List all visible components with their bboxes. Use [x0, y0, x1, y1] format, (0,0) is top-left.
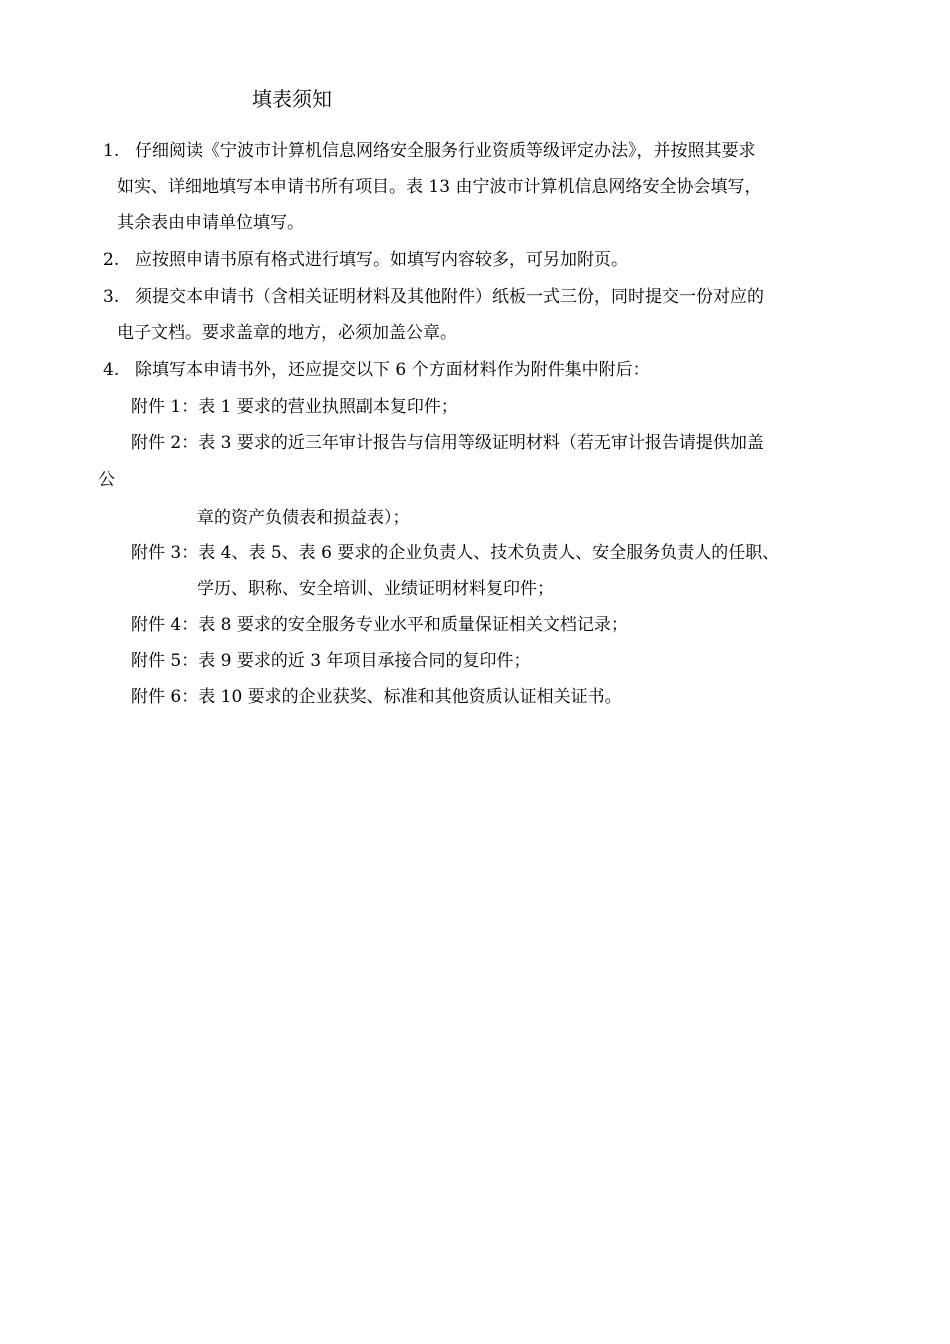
item-3-line-2: 电子文档。要求盖章的地方，必须加盖公章。 — [117, 323, 457, 343]
attachment-1-line-1: 附件 1：表 1 要求的营业执照副本复印件； — [131, 397, 458, 417]
item-1-line-2: 如实、详细地填写本申请书所有项目。表 13 由宁波市计算机信息网络安全协会填写， — [117, 177, 762, 197]
attachment-3-line-2: 学历、职称、安全培训、业绩证明材料复印件； — [197, 579, 554, 599]
attachment-4-line-1: 附件 4：表 8 要求的安全服务专业水平和质量保证相关文档记录； — [131, 615, 628, 635]
attachment-5-line-1: 附件 5：表 9 要求的近 3 年项目承接合同的复印件； — [131, 651, 531, 671]
item-3-line-1: 须提交本申请书（含相关证明材料及其他附件）纸板一式三份，同时提交一份对应的 — [135, 287, 764, 307]
item-1-line-3: 其余表由申请单位填写。 — [117, 213, 304, 233]
item-2-line-1: 应按照申请书原有格式进行填写。如填写内容较多，可另加附页。 — [135, 250, 628, 270]
attachment-6-line-1: 附件 6：表 10 要求的企业获奖、标准和其他资质认证相关证书。 — [131, 687, 622, 707]
item-1-number: 1. — [103, 141, 120, 161]
item-4-number: 4. — [103, 360, 120, 380]
attachment-2-line-1: 附件 2：表 3 要求的近三年审计报告与信用等级证明材料（若无审计报告请提供加盖 — [131, 433, 764, 453]
item-3-number: 3. — [103, 287, 120, 307]
attachment-2-line-2: 公 — [98, 470, 115, 490]
item-4-line-1: 除填写本申请书外，还应提交以下 6 个方面材料作为附件集中附后： — [135, 360, 650, 380]
attachment-3-line-1: 附件 3：表 4、表 5、表 6 要求的企业负责人、技术负责人、安全服务负责人的任职、 — [131, 543, 780, 563]
item-2-number: 2. — [103, 250, 120, 270]
attachment-2-line-3: 章的资产负债表和损益表）； — [197, 508, 410, 528]
item-1-line-1: 仔细阅读《宁波市计算机信息网络安全服务行业资质等级评定办法》，并按照其要求 — [135, 141, 756, 161]
page-title: 填表须知 — [252, 87, 332, 111]
